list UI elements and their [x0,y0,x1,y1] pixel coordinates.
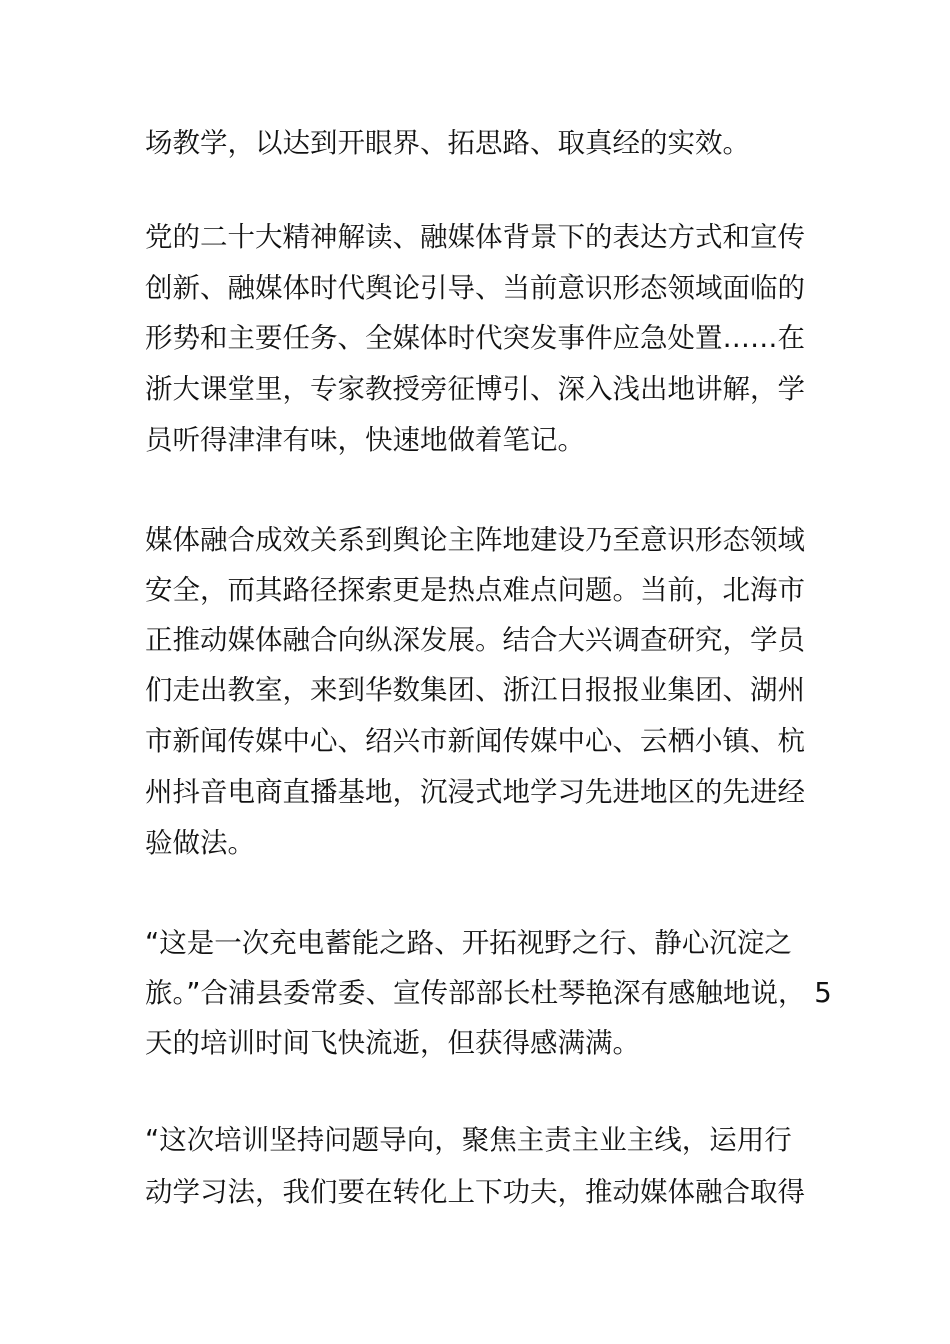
text-line: 们走出教室，来到华数集团、浙江日报报业集团、湖州 [145,674,805,706]
text-line: 员听得津津有味，快速地做着笔记。 [145,424,585,456]
text-line: 正推动媒体融合向纵深发展。结合大兴调查研究，学员 [145,624,805,656]
text-line: “这是一次充电蓄能之路、开拓视野之行、静心沉淀之 [145,927,792,959]
text-line: 市新闻传媒中心、绍兴市新闻传媒中心、云栖小镇、杭 [145,725,805,757]
text-line: 场教学，以达到开眼界、拓思路、取真经的实效。 [145,127,750,159]
text-line: 媒体融合成效关系到舆论主阵地建设乃至意识形态领域 [145,524,805,556]
text-line: 验做法。 [145,827,255,859]
text-line: 天的培训时间飞快流逝，但获得感满满。 [145,1027,640,1059]
text-line: 浙大课堂里，专家教授旁征博引、深入浅出地讲解，学 [145,373,805,405]
text-line: 动学习法，我们要在转化上下功夫，推动媒体融合取得 [145,1176,805,1208]
text-line: 安全，而其路径探索更是热点难点问题。当前，北海市 [145,574,805,606]
text-line: 旅。”合浦县委常委、宣传部部长杜琴艳深有感触地说， 5 [145,977,832,1009]
text-line: 创新、融媒体时代舆论引导、当前意识形态领域面临的 [145,272,805,304]
text-line: “这次培训坚持问题导向，聚焦主责主业主线，运用行 [145,1124,792,1156]
text-line: 州抖音电商直播基地，沉浸式地学习先进地区的先进经 [145,776,805,808]
text-line: 党的二十大精神解读、融媒体背景下的表达方式和宣传 [145,221,805,253]
text-line: 形势和主要任务、全媒体时代突发事件应急处置……在 [145,322,805,354]
